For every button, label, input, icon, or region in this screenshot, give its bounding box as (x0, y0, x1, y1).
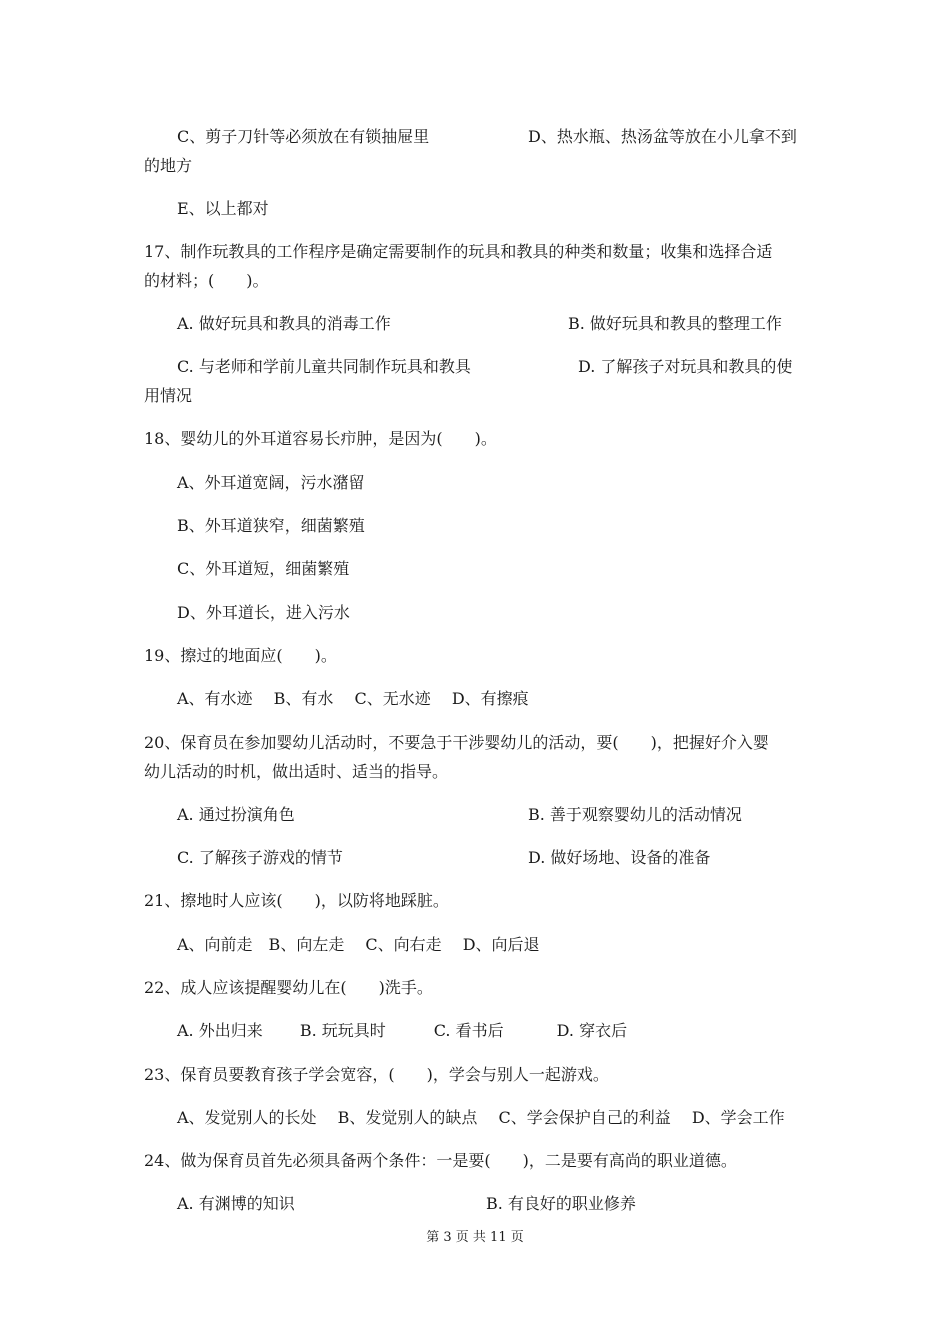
q17-option-b: B. 做好玩具和教具的整理工作 (568, 314, 782, 333)
q17-option-c: C. 与老师和学前儿童共同制作玩具和教具 (177, 357, 471, 376)
q19-options: A、有水迹 B、有水 C、无水迹 D、有擦痕 (177, 689, 529, 708)
q18-option-d: D、外耳道长，进入污水 (177, 603, 350, 622)
q24-option-a: A. 有渊博的知识 (177, 1194, 295, 1213)
q20-option-a: A. 通过扮演角色 (177, 805, 295, 824)
q18-option-a: A、外耳道宽阔，污水潴留 (177, 473, 365, 492)
q23-options: A、发觉别人的长处 B、发觉别人的缺点 C、学会保护自己的利益 D、学会工作 (177, 1108, 785, 1127)
q21-stem: 21、擦地时人应该( )，以防将地踩脏。 (144, 891, 449, 910)
q20-option-d: D. 做好场地、设备的准备 (528, 848, 711, 867)
q20-option-b: B. 善于观察婴幼儿的活动情况 (528, 805, 742, 824)
q18-stem: 18、婴幼儿的外耳道容易长疖肿，是因为( )。 (144, 429, 497, 448)
q16-option-d: D、热水瓶、热汤盆等放在小儿拿不到 (528, 127, 797, 146)
q19-stem: 19、擦过的地面应( )。 (144, 646, 337, 665)
q18-option-b: B、外耳道狭窄，细菌繁殖 (177, 516, 365, 535)
q17-stem: 17、制作玩教具的工作程序是确定需要制作的玩具和教具的种类和数量；收集和选择合适 (144, 242, 773, 261)
page-number-footer: 第 3 页 共 11 页 (426, 1230, 524, 1245)
q17-option-d: D. 了解孩子对玩具和教具的使 (578, 357, 793, 376)
q24-stem: 24、做为保育员首先必须具备两个条件：一是要( )，二是要有高尚的职业道德。 (144, 1151, 737, 1170)
q22-stem: 22、成人应该提醒婴幼儿在( )洗手。 (144, 978, 433, 997)
q22-options: A. 外出归来 B. 玩玩具时 C. 看书后 D. 穿衣后 (177, 1021, 628, 1040)
q16-option-c: C、剪子刀针等必须放在有锁抽屉里 (177, 127, 430, 146)
q23-stem: 23、保育员要教育孩子学会宽容，( )，学会与别人一起游戏。 (144, 1065, 609, 1084)
q20-stem: 20、保育员在参加婴幼儿活动时，不要急于干涉婴幼儿的活动，要( )，把握好介入婴 (144, 733, 769, 752)
q24-option-b: B. 有良好的职业修养 (486, 1194, 636, 1213)
q17-option-a: A. 做好玩具和教具的消毒工作 (177, 314, 391, 333)
q20-stem-continued: 幼儿活动的时机，做出适时、适当的指导。 (144, 762, 449, 781)
q17-stem-continued: 的材料；( )。 (144, 271, 269, 290)
q16-option-e: E、以上都对 (177, 199, 269, 218)
q18-option-c: C、外耳道短，细菌繁殖 (177, 559, 350, 578)
q21-options: A、向前走 B、向左走 C、向右走 D、向后退 (177, 935, 540, 954)
q16-option-d-continued: 的地方 (144, 156, 193, 175)
q20-option-c: C. 了解孩子游戏的情节 (177, 848, 343, 867)
q17-option-d-continued: 用情况 (144, 386, 193, 405)
